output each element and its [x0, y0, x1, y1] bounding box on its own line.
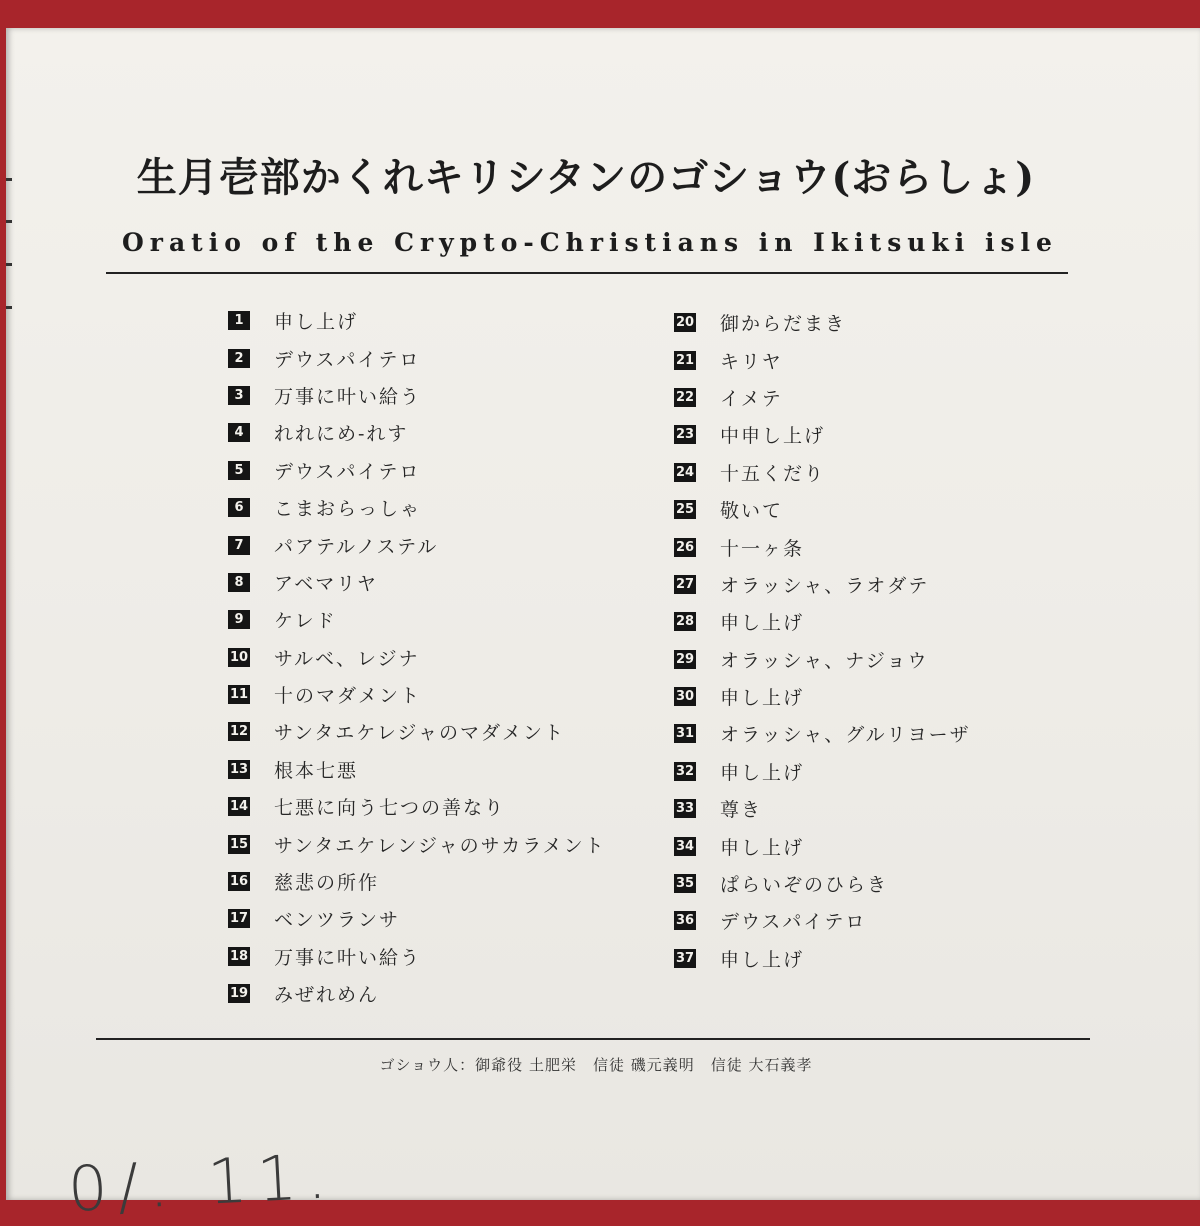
track-title: ケレド — [274, 610, 337, 633]
track-number-badge: 22 — [675, 389, 695, 405]
track-item — [674, 902, 971, 939]
track-item — [228, 788, 606, 825]
track-title: デウスパイテロ — [274, 348, 421, 371]
track-title: 慈悲の所作 — [274, 872, 380, 895]
track-number-badge: 18 — [229, 948, 249, 964]
track-item — [674, 827, 971, 864]
track-title: オラッシャ、グルリヨーザ — [720, 724, 971, 747]
track-number-badge: 25 — [675, 502, 695, 518]
track-title: 申し上げ — [720, 836, 805, 859]
track-title: 申し上げ — [720, 612, 805, 635]
track-item — [228, 900, 606, 937]
track-number-badge: 11 — [229, 687, 249, 703]
track-number-badge: 5 — [228, 461, 250, 480]
track-title: サンタエケレジャのマダメント — [274, 722, 566, 745]
track-item — [228, 489, 606, 526]
track-number-badge: 4 — [228, 423, 250, 442]
track-number-badge: 17 — [229, 911, 249, 927]
track-number-badge: 19 — [229, 986, 249, 1002]
track-item — [228, 863, 606, 900]
track-number-badge: 31 — [675, 726, 695, 742]
page-title-english: Oratio of the Crypto-Christians in Ikitsuki isle — [122, 228, 1058, 257]
track-title: 御からだまき — [720, 313, 847, 336]
track-item — [674, 379, 971, 416]
track-title: 万事に叶い給う — [274, 946, 422, 969]
binding-edge — [6, 178, 12, 478]
booklet-page — [6, 28, 1200, 1226]
track-item — [674, 491, 971, 528]
track-number-badge: 8 — [228, 573, 250, 592]
track-item — [674, 753, 971, 790]
track-title: 十一ヶ条 — [720, 537, 805, 560]
track-title: サルベ、レジナ — [274, 647, 420, 670]
track-title: オラッシャ、ナジョウ — [720, 649, 929, 672]
track-number-badge: 21 — [675, 352, 695, 368]
track-number-badge: 20 — [675, 315, 695, 331]
track-item — [228, 751, 606, 788]
track-title: アベマリヤ — [274, 572, 378, 595]
track-number-badge: 30 — [675, 689, 695, 705]
track-item — [674, 304, 971, 341]
track-item — [228, 601, 606, 638]
track-number-badge: 16 — [229, 874, 249, 890]
track-title: 中申し上げ — [720, 425, 826, 448]
track-item — [228, 975, 606, 1012]
track-list-right — [674, 304, 971, 977]
track-item — [674, 865, 971, 902]
track-title: 申し上げ — [720, 687, 805, 710]
track-title: 敬いて — [720, 500, 784, 523]
track-item — [674, 790, 971, 827]
track-item — [674, 940, 971, 977]
track-list-left — [228, 302, 606, 1012]
track-number-badge: 37 — [675, 950, 695, 966]
track-title: 申し上げ — [720, 761, 805, 784]
track-number-badge: 13 — [229, 761, 249, 777]
page-title-japanese: 生月壱部かくれキリシタンのゴショウ(おらしょ) — [136, 154, 1036, 201]
track-item — [228, 339, 606, 376]
track-item — [228, 938, 606, 975]
track-item — [228, 676, 606, 713]
track-title: 申し上げ — [274, 311, 359, 334]
track-item — [228, 825, 606, 862]
track-title: 万事に叶い給う — [274, 385, 422, 408]
track-title: 申し上げ — [720, 948, 805, 971]
track-title: イメテ — [720, 387, 783, 410]
track-number-badge: 26 — [675, 539, 695, 555]
track-item — [228, 639, 606, 676]
track-item — [674, 715, 971, 752]
track-item — [228, 302, 606, 339]
track-number-badge: 3 — [228, 386, 250, 405]
track-title: みぜれめん — [274, 984, 380, 1007]
track-title: 十のマダメント — [274, 685, 422, 708]
track-title: 尊き — [720, 799, 763, 822]
handwritten-note: 0/. 11. — [66, 1139, 339, 1226]
track-number-badge: 34 — [675, 838, 695, 854]
title-divider — [106, 272, 1068, 274]
track-number-badge: 10 — [229, 649, 249, 665]
track-title: ベンツランサ — [274, 909, 401, 932]
track-title: 根本七悪 — [274, 759, 359, 782]
track-title: キリヤ — [720, 350, 783, 373]
track-number-badge: 1 — [228, 311, 250, 330]
track-item — [674, 641, 971, 678]
track-item — [228, 564, 606, 601]
track-title: 十五くだり — [720, 462, 826, 485]
track-item — [674, 566, 971, 603]
track-title: れれにめ-れす — [274, 423, 409, 446]
track-item — [674, 603, 971, 640]
track-number-badge: 35 — [675, 876, 695, 892]
track-item — [674, 528, 971, 565]
track-title: デウスパイテロ — [274, 460, 421, 483]
track-number-badge: 12 — [229, 724, 249, 740]
track-title: デウスパイテロ — [720, 911, 867, 934]
track-title: ぱらいぞのひらき — [720, 874, 889, 897]
track-number-badge: 28 — [675, 614, 695, 630]
track-title: 七悪に向う七つの善なり — [274, 797, 506, 820]
track-item — [674, 341, 971, 378]
track-number-badge: 2 — [228, 349, 250, 368]
track-item — [228, 377, 606, 414]
track-number-badge: 27 — [675, 576, 695, 592]
track-item — [674, 678, 971, 715]
track-number-badge: 23 — [675, 427, 695, 443]
track-number-badge: 32 — [675, 763, 695, 779]
track-title: オラッシャ、ラオダテ — [720, 574, 930, 597]
track-title: こまおらっしゃ — [274, 498, 422, 521]
track-item — [674, 416, 971, 453]
track-number-badge: 15 — [229, 836, 249, 852]
track-title: パアテルノステル — [274, 535, 439, 558]
track-number-badge: 36 — [675, 913, 695, 929]
track-number-badge: 33 — [675, 801, 695, 817]
track-number-badge: 14 — [229, 799, 249, 815]
track-item — [228, 414, 606, 451]
track-title: サンタエケレンジャのサカラメント — [274, 834, 606, 857]
track-item — [228, 713, 606, 750]
track-number-badge: 29 — [675, 651, 695, 667]
track-item — [228, 452, 606, 489]
track-item — [674, 454, 971, 491]
track-number-badge: 6 — [228, 498, 250, 517]
performer-credits: ゴショウ人：御爺役 土肥栄 信徒 磯元義明 信徒 大石義孝 — [379, 1056, 813, 1074]
footer-divider — [96, 1038, 1090, 1040]
track-number-badge: 24 — [675, 464, 695, 480]
track-item — [228, 526, 606, 563]
track-number-badge: 9 — [228, 610, 250, 629]
track-number-badge: 7 — [228, 536, 250, 555]
